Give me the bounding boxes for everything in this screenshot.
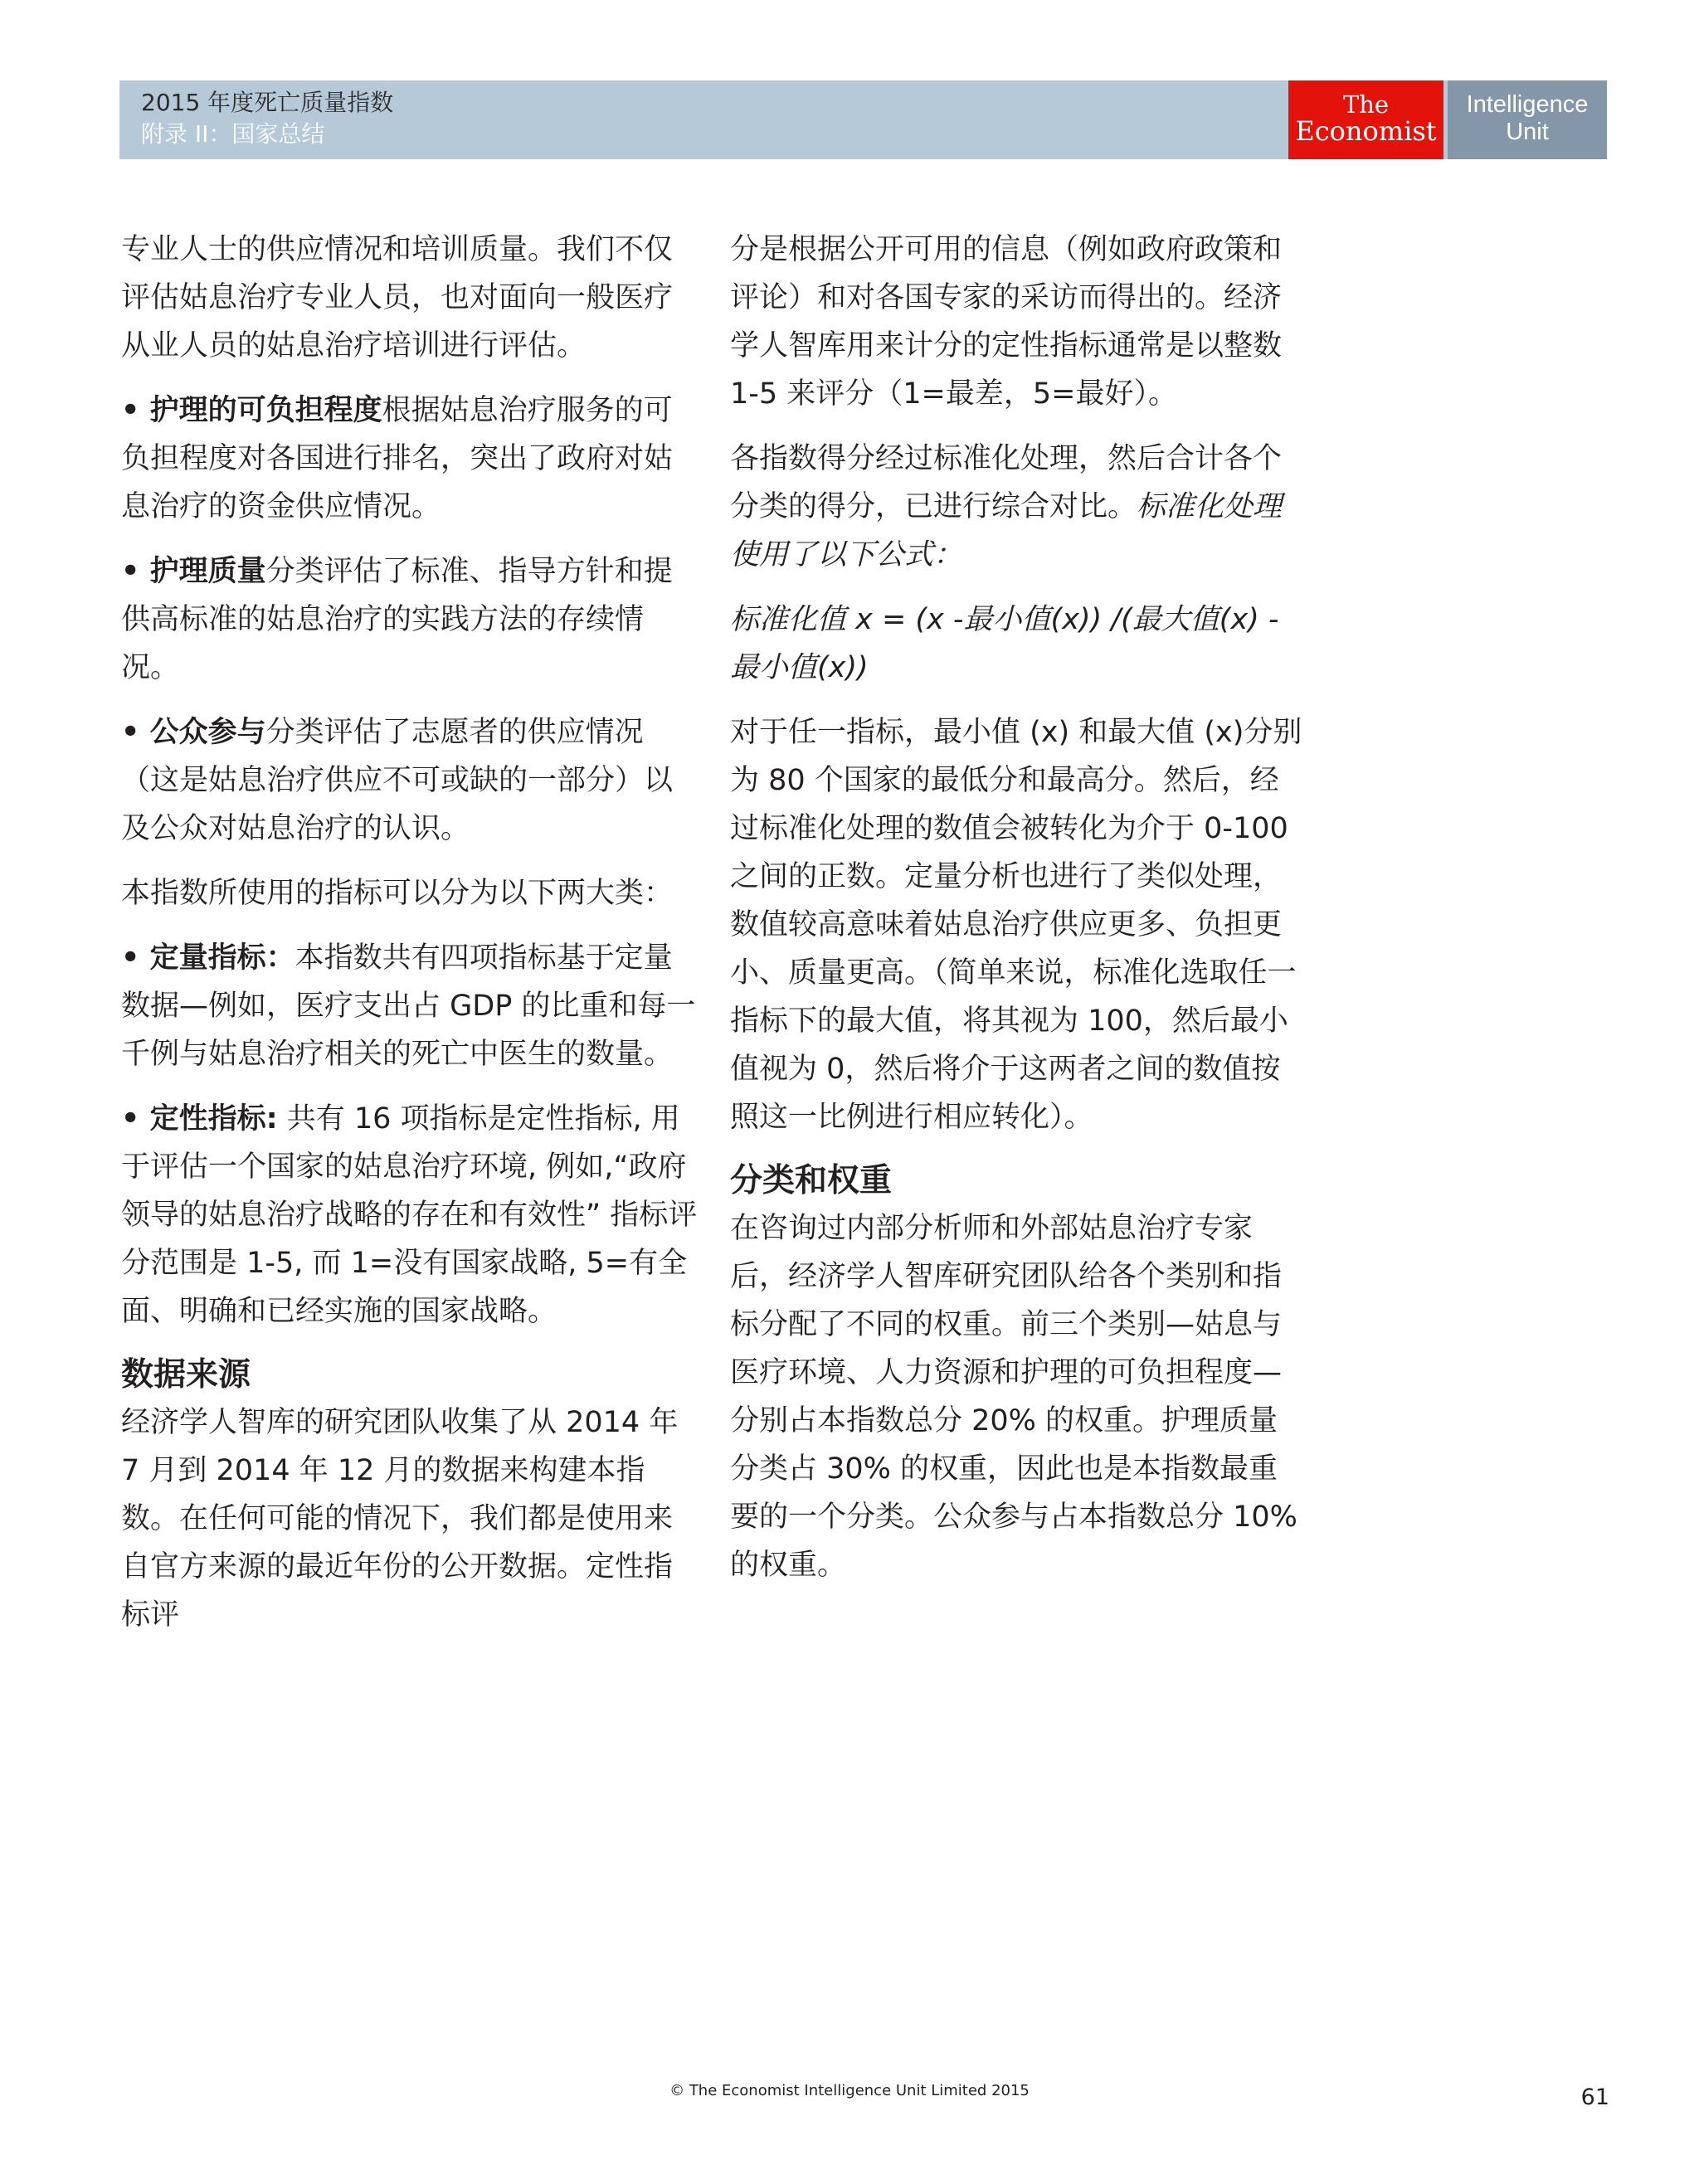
normalisation-emphasis: 标准化处理使用了以下公式： xyxy=(730,490,1283,572)
bullet-term: 定量指标： xyxy=(149,941,295,975)
paragraph-min-max: 对于任一指标，最小值 (x) 和最大值 (x)分别为 80 个国家的最低分和最高分。然后，经过标准化处理的数值会被转化为介于 0-100 之间的正数。定量分析也进行了类似处理，数值较高意味着姑息治疗供应更多、负担更小、质量更高。（简单来说，标准化选取任一指标下的最大值，将其视为 100，然后最小值视为 0，然后将介于这两者之间的数值按照这一比例进行相应转化）。 xyxy=(730,716,1302,1134)
paragraph-weights: 在咨询过内部分析师和外部姑息治疗专家后，经济学人智库研究团队给各个类别和指标分配了不同的权重。前三个类别—姑息与医疗环境、人力资源和护理的可负担程度—分别占本指数总分 20% 的权重。护理质量分类占 30% 的权重，因此也是本指数最重要的一个分类。公众参与占本指数总分 10% 的权重。 xyxy=(730,1212,1297,1582)
bullet-quality-of-care xyxy=(121,547,698,692)
page-number: 61 xyxy=(1580,2084,1609,2110)
bullet-quantitative xyxy=(121,934,698,1078)
right-column xyxy=(730,226,1307,1589)
bullet-icon: • xyxy=(121,394,150,427)
bullet-term: 公众参与 xyxy=(149,716,266,749)
bullet-icon: • xyxy=(121,716,150,749)
eiu-logo-intelligence: Intelligence xyxy=(1466,91,1589,118)
bullet-affordability xyxy=(121,387,698,531)
bullet-text: 分类评估了标准、指导方针和提供高标准的姑息治疗的实践方法的存续情况。 xyxy=(121,555,673,684)
normalisation-formula: 标准化值 x = (x -最小值(x)) /(最大值(x) -最小值(x)) xyxy=(730,603,1279,684)
heading-data-sources: 数据来源 xyxy=(121,1356,251,1394)
bullet-term: 护理的可负担程度 xyxy=(149,394,382,427)
bullet-qualitative xyxy=(121,1095,698,1335)
eiu-logo xyxy=(1448,80,1607,159)
paragraph-normalisation xyxy=(730,435,1307,579)
bullet-text: 分类评估了志愿者的供应情况（这是姑息治疗供应不可或缺的一部分）以及公众对姑息治疗的认识。 xyxy=(121,716,674,845)
bullet-icon: • xyxy=(121,941,150,975)
bullet-text: 共有 16 项指标是定性指标, 用于评估一个国家的姑息治疗环境, 例如,“政府领导的姑息治疗战略的存在和有效性” 指标评分范围是 1-5, 而 1=没有国家战略, 5=有全面、明确和已经实施的国家战略。 xyxy=(121,1102,698,1328)
paragraph-data-sources: 经济学人智库的研究团队收集了从 2014 年 7 月到 2014 年 12 月的数据来构建本指数。在任何可能的情况下，我们都是使用来自官方来源的最近年份的公开数据。定性指标评 xyxy=(121,1406,679,1632)
copyright-footer: © The Economist Intelligence Unit Limited 2015 xyxy=(669,2082,1030,2099)
bullet-community-engagement xyxy=(121,708,698,853)
bullet-term: 定性指标: xyxy=(149,1102,278,1136)
normalisation-text: 各指数得分经过标准化处理，然后合计各个分类的得分，已进行综合对比。 xyxy=(730,442,1283,523)
left-column xyxy=(121,226,698,1639)
paragraph-intro: 专业人士的供应情况和培训质量。我们不仅评估姑息治疗专业人员，也对面向一般医疗从业人员的姑息治疗培训进行评估。 xyxy=(121,233,674,362)
heading-categories-weights: 分类和权重 xyxy=(730,1162,893,1199)
economist-logo xyxy=(1288,80,1443,159)
bullet-icon: • xyxy=(121,1102,150,1136)
economist-logo-economist: Economist xyxy=(1295,115,1437,147)
report-title: 2015 年度死亡质量指数 xyxy=(141,89,394,116)
paragraph-indicators: 本指数所使用的指标可以分为以下两大类： xyxy=(121,877,674,910)
eiu-logo-unit: Unit xyxy=(1506,119,1549,145)
bullet-text: 本指数共有四项指标基于定量数据—例如，医疗支出占 GDP 的比重和每一千例与姑息治疗相关的死亡中医生的数量。 xyxy=(121,941,696,1071)
bullet-term: 护理质量 xyxy=(149,555,266,588)
bullet-text: 根据姑息治疗服务的可负担程度对各国进行排名，突出了政府对姑息治疗的资金供应情况。 xyxy=(121,394,674,523)
economist-logo-the: The xyxy=(1342,90,1390,119)
bullet-icon: • xyxy=(121,555,150,588)
report-section: 附录 II：国家总结 xyxy=(141,120,325,148)
paragraph-continued: 分是根据公开可用的信息（例如政府政策和评论）和对各国专家的采访而得出的。经济学人智库用来计分的定性指标通常是以整数 1-5 来评分（1=最差，5=最好）。 xyxy=(730,233,1283,411)
